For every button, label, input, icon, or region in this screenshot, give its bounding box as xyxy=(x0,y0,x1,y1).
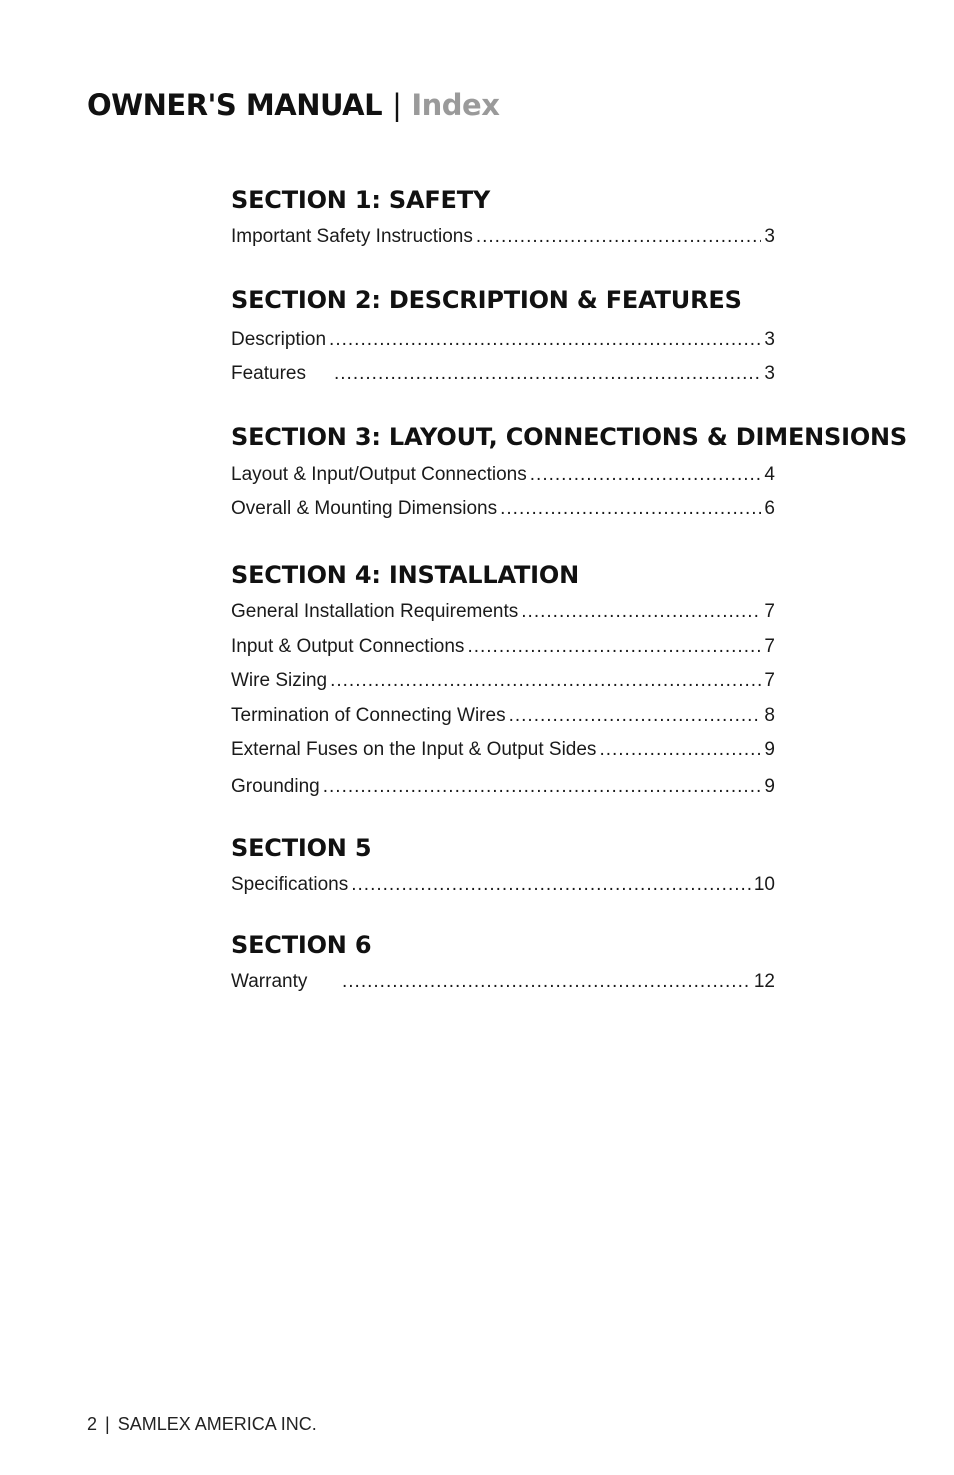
toc-entry-label: Description xyxy=(231,329,327,350)
toc-entry-label: Warranty xyxy=(231,971,308,992)
toc-entry[interactable] xyxy=(231,498,775,520)
page-number: 2 xyxy=(87,1414,98,1434)
leader-dots xyxy=(329,329,761,351)
leader-dots xyxy=(509,705,762,727)
toc-entry-label: Grounding xyxy=(231,776,320,797)
toc-entry-page: 10 xyxy=(753,874,775,895)
leader-dots xyxy=(342,971,751,993)
toc-entry[interactable] xyxy=(231,363,775,385)
toc-entry-label: Wire Sizing xyxy=(231,670,328,691)
toc-entry[interactable] xyxy=(231,226,775,248)
toc-entry-page: 9 xyxy=(764,739,775,760)
toc-entry-page: 9 xyxy=(764,776,775,797)
toc-entry-page: 7 xyxy=(764,601,775,622)
toc-entry[interactable] xyxy=(231,971,775,993)
toc-entry[interactable] xyxy=(231,464,775,486)
toc-entry-label: External Fuses on the Input & Output Sides xyxy=(231,739,597,760)
toc-entry[interactable] xyxy=(231,874,775,896)
toc-entry-label: Features xyxy=(231,363,306,384)
leader-dots xyxy=(467,636,761,658)
toc-entry-label: Layout & Input/Output Connections xyxy=(231,464,527,485)
section-1-title: SECTION 1: SAFETY xyxy=(231,186,491,214)
page-header xyxy=(87,88,499,122)
footer-separator: | xyxy=(105,1414,110,1434)
page-footer xyxy=(87,1414,317,1435)
toc-entry[interactable] xyxy=(231,739,775,761)
section-4-title: SECTION 4: INSTALLATION xyxy=(231,561,579,589)
toc-entry-page: 7 xyxy=(764,636,775,657)
section-6-title: SECTION 6 xyxy=(231,931,372,959)
toc-entry[interactable] xyxy=(231,636,775,658)
toc-entry-page: 7 xyxy=(764,670,775,691)
toc-entry-page: 4 xyxy=(764,464,775,485)
toc-entry-page: 3 xyxy=(764,363,775,384)
toc-entry-page: 12 xyxy=(753,971,775,992)
leader-dots xyxy=(521,601,761,623)
toc-entry-page: 3 xyxy=(764,226,775,247)
header-separator: | xyxy=(392,88,402,122)
toc-entry[interactable] xyxy=(231,776,775,798)
manual-title: OWNER'S MANUAL xyxy=(87,88,383,122)
toc-entry-label: Important Safety Instructions xyxy=(231,226,473,247)
leader-dots xyxy=(476,226,762,248)
toc-entry[interactable] xyxy=(231,601,775,623)
section-5-title: SECTION 5 xyxy=(231,834,372,862)
index-subtitle: Index xyxy=(411,88,500,122)
company-name: SAMLEX AMERICA INC. xyxy=(117,1414,317,1434)
toc-entry[interactable] xyxy=(231,705,775,727)
toc-entry-label: Specifications xyxy=(231,874,349,895)
section-3-title: SECTION 3: LAYOUT, CONNECTIONS & DIMENSIONS xyxy=(231,423,908,451)
toc-entry-label: Input & Output Connections xyxy=(231,636,465,657)
leader-dots xyxy=(330,670,761,692)
toc-entry-page: 6 xyxy=(764,498,775,519)
leader-dots xyxy=(351,874,751,896)
toc-entry[interactable] xyxy=(231,670,775,692)
toc-entry-page: 3 xyxy=(764,329,775,350)
toc-entry-label: Overall & Mounting Dimensions xyxy=(231,498,498,519)
section-2-title: SECTION 2: DESCRIPTION & FEATURES xyxy=(231,286,742,314)
toc-entry-label: General Installation Requirements xyxy=(231,601,519,622)
leader-dots xyxy=(599,739,761,761)
toc-entry[interactable] xyxy=(231,329,775,351)
leader-dots xyxy=(500,498,761,520)
toc-entry-page: 8 xyxy=(764,705,775,726)
leader-dots xyxy=(530,464,762,486)
leader-dots xyxy=(334,363,761,385)
toc-entry-label: Termination of Connecting Wires xyxy=(231,705,506,726)
leader-dots xyxy=(323,776,762,798)
